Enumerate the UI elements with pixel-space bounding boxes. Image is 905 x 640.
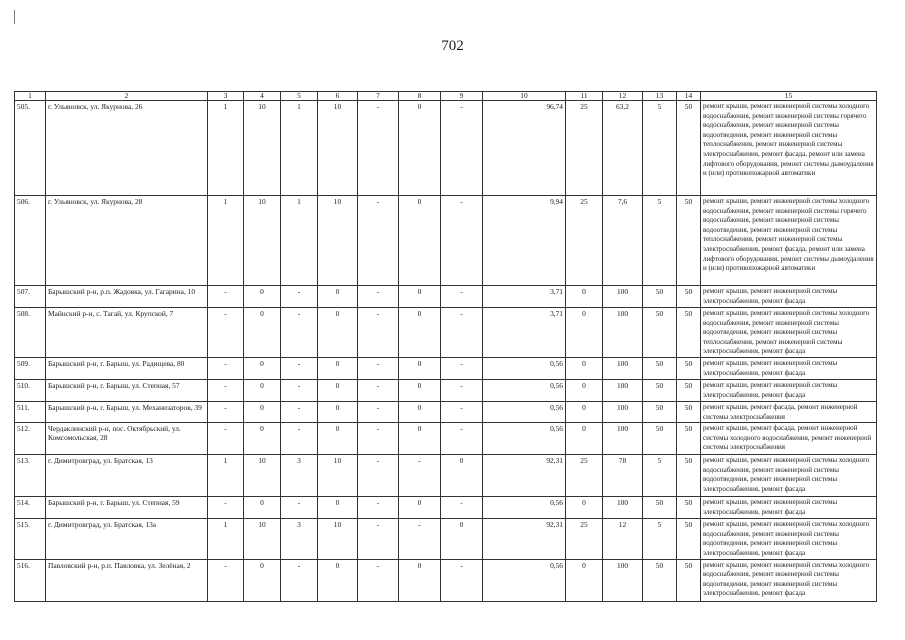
value-cell-c7: - <box>358 423 399 455</box>
value-cell-c8: 0 <box>399 286 441 308</box>
value-cell-c6: 0 <box>318 379 358 401</box>
value-cell-c10: 0,56 <box>483 379 566 401</box>
address-cell: Барышский р-н, г. Барыш, ул. Степная, 57 <box>46 379 208 401</box>
value-cell-c3: 1 <box>208 455 244 497</box>
works-cell: ремонт крыши, ремонт инженерной системы холодного водоснабжения, ремонт инженерной системы горячего водоснабжения, ремонт инженерной системы водоотведения, ремонт инженерной системы теплоснабжения, ремонт инженерной системы электроснабжения, ремонт фасада, ремонт или замена лифтового оборудования, ремонт системы дымоудаления и (или) противопожарной автоматики <box>701 196 877 286</box>
value-cell-c3: - <box>208 379 244 401</box>
value-cell-c5: 1 <box>281 101 318 196</box>
value-cell-c3: 1 <box>208 519 244 559</box>
header-cell: 7 <box>358 92 399 101</box>
value-cell-c9: - <box>441 559 483 601</box>
value-cell-c7: - <box>358 455 399 497</box>
value-cell-c8: 0 <box>399 357 441 379</box>
value-cell-c8: 0 <box>399 379 441 401</box>
value-cell-c3: 1 <box>208 196 244 286</box>
value-cell-c5: - <box>281 379 318 401</box>
value-cell-c11: 25 <box>566 455 603 497</box>
value-cell-c5: 3 <box>281 519 318 559</box>
works-cell: ремонт крыши, ремонт инженерной системы электроснабжения, ремонт фасада <box>701 357 877 379</box>
table-row <box>15 497 877 519</box>
table-row <box>15 559 877 601</box>
value-cell-c5: - <box>281 286 318 308</box>
value-cell-c4: 10 <box>244 455 281 497</box>
value-cell-c11: 0 <box>566 286 603 308</box>
value-cell-c3: - <box>208 308 244 358</box>
address-cell: Барышский р-н, р.п. Жадовка, ул. Гагарина, 10 <box>46 286 208 308</box>
value-cell-c14: 50 <box>677 101 701 196</box>
address-cell: Павловский р-н, р.п. Павловка, ул. Зелёная, 2 <box>46 559 208 601</box>
header-cell: 5 <box>281 92 318 101</box>
header-cell: 14 <box>677 92 701 101</box>
header-row <box>15 92 877 101</box>
value-cell-c12: 63,2 <box>603 101 643 196</box>
value-cell-c13: 50 <box>643 379 677 401</box>
table-row <box>15 519 877 559</box>
header-cell: 1 <box>15 92 46 101</box>
works-cell: ремонт крыши, ремонт инженерной системы холодного водоснабжения, ремонт инженерной системы горячего водоснабжения, ремонт инженерной системы водоотведения, ремонт инженерной системы теплоснабжения, ремонт инженерной системы электроснабжения, ремонт фасада, ремонт или замена лифтового оборудования, ремонт системы дымоудаления и (или) противопожарной автоматики <box>701 101 877 196</box>
value-cell-c12: 7,6 <box>603 196 643 286</box>
value-cell-c11: 25 <box>566 196 603 286</box>
value-cell-c13: 5 <box>643 196 677 286</box>
address-cell: г. Димитровград, ул. Братская, 13а <box>46 519 208 559</box>
value-cell-c7: - <box>358 559 399 601</box>
value-cell-c13: 5 <box>643 101 677 196</box>
value-cell-c11: 0 <box>566 423 603 455</box>
value-cell-c7: - <box>358 379 399 401</box>
row-number-cell: 515. <box>15 519 46 559</box>
address-cell: г. Ульяновск, ул. Якурнова, 26 <box>46 101 208 196</box>
row-number-cell: 516. <box>15 559 46 601</box>
value-cell-c10: 0,56 <box>483 497 566 519</box>
value-cell-c13: 50 <box>643 286 677 308</box>
value-cell-c14: 50 <box>677 455 701 497</box>
address-cell: Барышский р-н, г. Барыш, ул. Механизаторов, 39 <box>46 401 208 422</box>
value-cell-c9: 0 <box>441 519 483 559</box>
value-cell-c13: 50 <box>643 559 677 601</box>
value-cell-c14: 50 <box>677 357 701 379</box>
value-cell-c6: 0 <box>318 497 358 519</box>
value-cell-c6: 0 <box>318 357 358 379</box>
value-cell-c12: 78 <box>603 455 643 497</box>
value-cell-c13: 50 <box>643 497 677 519</box>
works-cell: ремонт крыши, ремонт фасада, ремонт инженерной системы электроснабжения <box>701 401 877 422</box>
header-cell: 6 <box>318 92 358 101</box>
value-cell-c5: 3 <box>281 455 318 497</box>
table-row <box>15 401 877 422</box>
value-cell-c8: 0 <box>399 401 441 422</box>
value-cell-c9: - <box>441 357 483 379</box>
value-cell-c6: 0 <box>318 286 358 308</box>
value-cell-c14: 50 <box>677 196 701 286</box>
works-cell: ремонт крыши, ремонт инженерной системы электроснабжения, ремонт фасада <box>701 379 877 401</box>
value-cell-c12: 100 <box>603 401 643 422</box>
value-cell-c5: 1 <box>281 196 318 286</box>
works-cell: ремонт крыши, ремонт инженерной системы электроснабжения, ремонт фасада <box>701 286 877 308</box>
value-cell-c13: 5 <box>643 455 677 497</box>
value-cell-c12: 100 <box>603 308 643 358</box>
value-cell-c9: - <box>441 101 483 196</box>
value-cell-c9: - <box>441 286 483 308</box>
value-cell-c4: 0 <box>244 401 281 422</box>
value-cell-c14: 50 <box>677 559 701 601</box>
value-cell-c11: 25 <box>566 519 603 559</box>
value-cell-c10: 92,31 <box>483 455 566 497</box>
value-cell-c11: 0 <box>566 379 603 401</box>
value-cell-c9: - <box>441 196 483 286</box>
value-cell-c7: - <box>358 357 399 379</box>
value-cell-c10: 0,56 <box>483 357 566 379</box>
value-cell-c10: 3,71 <box>483 286 566 308</box>
value-cell-c6: 10 <box>318 196 358 286</box>
header-cell: 3 <box>208 92 244 101</box>
value-cell-c5: - <box>281 559 318 601</box>
buildings-table <box>14 91 877 602</box>
value-cell-c3: - <box>208 286 244 308</box>
value-cell-c8: - <box>399 519 441 559</box>
value-cell-c3: - <box>208 423 244 455</box>
value-cell-c5: - <box>281 423 318 455</box>
row-number-cell: 506. <box>15 196 46 286</box>
value-cell-c3: 1 <box>208 101 244 196</box>
value-cell-c14: 50 <box>677 497 701 519</box>
value-cell-c6: 10 <box>318 519 358 559</box>
value-cell-c6: 10 <box>318 455 358 497</box>
value-cell-c11: 25 <box>566 101 603 196</box>
header-cell: 12 <box>603 92 643 101</box>
row-number-cell: 510. <box>15 379 46 401</box>
value-cell-c14: 50 <box>677 308 701 358</box>
header-cell: 15 <box>701 92 877 101</box>
value-cell-c8: - <box>399 455 441 497</box>
table-row <box>15 308 877 358</box>
value-cell-c5: - <box>281 497 318 519</box>
value-cell-c12: 100 <box>603 497 643 519</box>
value-cell-c7: - <box>358 308 399 358</box>
value-cell-c12: 100 <box>603 286 643 308</box>
value-cell-c6: 0 <box>318 401 358 422</box>
value-cell-c9: 0 <box>441 455 483 497</box>
value-cell-c4: 0 <box>244 357 281 379</box>
value-cell-c9: - <box>441 308 483 358</box>
value-cell-c4: 0 <box>244 497 281 519</box>
value-cell-c14: 50 <box>677 379 701 401</box>
value-cell-c7: - <box>358 497 399 519</box>
scan-edge-mark <box>14 10 15 24</box>
value-cell-c4: 10 <box>244 519 281 559</box>
value-cell-c13: 5 <box>643 519 677 559</box>
value-cell-c6: 10 <box>318 101 358 196</box>
value-cell-c7: - <box>358 519 399 559</box>
works-cell: ремонт крыши, ремонт инженерной системы холодного водоснабжения, ремонт инженерной системы водоотведения, ремонт инженерной системы электроснабжения, ремонт фасада <box>701 519 877 559</box>
value-cell-c10: 92,31 <box>483 519 566 559</box>
table-body <box>15 101 877 602</box>
value-cell-c4: 0 <box>244 308 281 358</box>
value-cell-c4: 10 <box>244 196 281 286</box>
works-cell: ремонт крыши, ремонт инженерной системы холодного водоснабжения, ремонт инженерной системы водоотведения, ремонт инженерной системы электроснабжения, ремонт фасада <box>701 559 877 601</box>
header-cell: 9 <box>441 92 483 101</box>
works-cell: ремонт крыши, ремонт инженерной системы холодного водоснабжения, ремонт инженерной системы водоотведения, ремонт инженерной системы теплоснабжения, ремонт инженерной системы электроснабжения, ремонт фасада <box>701 308 877 358</box>
page-number: 702 <box>441 38 464 54</box>
value-cell-c10: 9,94 <box>483 196 566 286</box>
value-cell-c13: 50 <box>643 401 677 422</box>
value-cell-c10: 0,56 <box>483 423 566 455</box>
works-cell: ремонт крыши, ремонт инженерной системы электроснабжения, ремонт фасада <box>701 497 877 519</box>
value-cell-c12: 100 <box>603 559 643 601</box>
address-cell: Барышский р-н, г. Барыш, ул. Радищева, 80 <box>46 357 208 379</box>
value-cell-c8: 0 <box>399 101 441 196</box>
value-cell-c9: - <box>441 401 483 422</box>
value-cell-c6: 0 <box>318 559 358 601</box>
value-cell-c7: - <box>358 286 399 308</box>
value-cell-c5: - <box>281 308 318 358</box>
row-number-cell: 513. <box>15 455 46 497</box>
value-cell-c3: - <box>208 357 244 379</box>
value-cell-c13: 50 <box>643 423 677 455</box>
header-cell: 4 <box>244 92 281 101</box>
table-row <box>15 423 877 455</box>
row-number-cell: 509. <box>15 357 46 379</box>
value-cell-c4: 0 <box>244 559 281 601</box>
value-cell-c8: 0 <box>399 196 441 286</box>
value-cell-c3: - <box>208 559 244 601</box>
value-cell-c3: - <box>208 497 244 519</box>
table-row <box>15 101 877 196</box>
value-cell-c8: 0 <box>399 497 441 519</box>
table-row <box>15 357 877 379</box>
value-cell-c7: - <box>358 196 399 286</box>
value-cell-c14: 50 <box>677 286 701 308</box>
value-cell-c14: 50 <box>677 401 701 422</box>
value-cell-c6: 0 <box>318 423 358 455</box>
value-cell-c10: 0,56 <box>483 559 566 601</box>
value-cell-c8: 0 <box>399 423 441 455</box>
value-cell-c4: 10 <box>244 101 281 196</box>
value-cell-c4: 0 <box>244 423 281 455</box>
value-cell-c13: 50 <box>643 357 677 379</box>
table-row <box>15 455 877 497</box>
table-row <box>15 196 877 286</box>
value-cell-c12: 100 <box>603 357 643 379</box>
value-cell-c9: - <box>441 423 483 455</box>
value-cell-c9: - <box>441 379 483 401</box>
value-cell-c11: 0 <box>566 308 603 358</box>
value-cell-c11: 0 <box>566 357 603 379</box>
value-cell-c10: 96,74 <box>483 101 566 196</box>
header-cell: 2 <box>46 92 208 101</box>
value-cell-c10: 3,71 <box>483 308 566 358</box>
value-cell-c5: - <box>281 357 318 379</box>
value-cell-c12: 12 <box>603 519 643 559</box>
address-cell: г. Димитровград, ул. Братская, 13 <box>46 455 208 497</box>
header-cell: 11 <box>566 92 603 101</box>
row-number-cell: 512. <box>15 423 46 455</box>
value-cell-c11: 0 <box>566 401 603 422</box>
address-cell: г. Ульяновск, ул. Якурнова, 28 <box>46 196 208 286</box>
value-cell-c7: - <box>358 101 399 196</box>
value-cell-c14: 50 <box>677 519 701 559</box>
value-cell-c9: - <box>441 497 483 519</box>
header-cell: 10 <box>483 92 566 101</box>
works-cell: ремонт крыши, ремонт фасада, ремонт инженерной системы холодного водоснабжения, ремонт инженерной системы электроснабжения <box>701 423 877 455</box>
row-number-cell: 507. <box>15 286 46 308</box>
value-cell-c8: 0 <box>399 308 441 358</box>
row-number-cell: 505. <box>15 101 46 196</box>
value-cell-c4: 0 <box>244 286 281 308</box>
address-cell: Чердаклинский р-н, пос. Октябрьский, ул. Комсомольская, 28 <box>46 423 208 455</box>
works-cell: ремонт крыши, ремонт инженерной системы холодного водоснабжения, ремонт инженерной системы водоотведения, ремонт инженерной системы электроснабжения, ремонт фасада <box>701 455 877 497</box>
value-cell-c14: 50 <box>677 423 701 455</box>
row-number-cell: 511. <box>15 401 46 422</box>
address-cell: Майнский р-н, с. Тагай, ул. Крупской, 7 <box>46 308 208 358</box>
value-cell-c5: - <box>281 401 318 422</box>
value-cell-c6: 0 <box>318 308 358 358</box>
value-cell-c7: - <box>358 401 399 422</box>
table-row <box>15 379 877 401</box>
header-cell: 13 <box>643 92 677 101</box>
row-number-cell: 514. <box>15 497 46 519</box>
header-cell: 8 <box>399 92 441 101</box>
value-cell-c10: 0,56 <box>483 401 566 422</box>
value-cell-c11: 0 <box>566 559 603 601</box>
table-row <box>15 286 877 308</box>
row-number-cell: 508. <box>15 308 46 358</box>
value-cell-c11: 0 <box>566 497 603 519</box>
value-cell-c4: 0 <box>244 379 281 401</box>
value-cell-c13: 50 <box>643 308 677 358</box>
value-cell-c8: 0 <box>399 559 441 601</box>
address-cell: Барышский р-н, г. Барыш, ул. Степная, 59 <box>46 497 208 519</box>
value-cell-c3: - <box>208 401 244 422</box>
value-cell-c12: 100 <box>603 423 643 455</box>
value-cell-c12: 100 <box>603 379 643 401</box>
